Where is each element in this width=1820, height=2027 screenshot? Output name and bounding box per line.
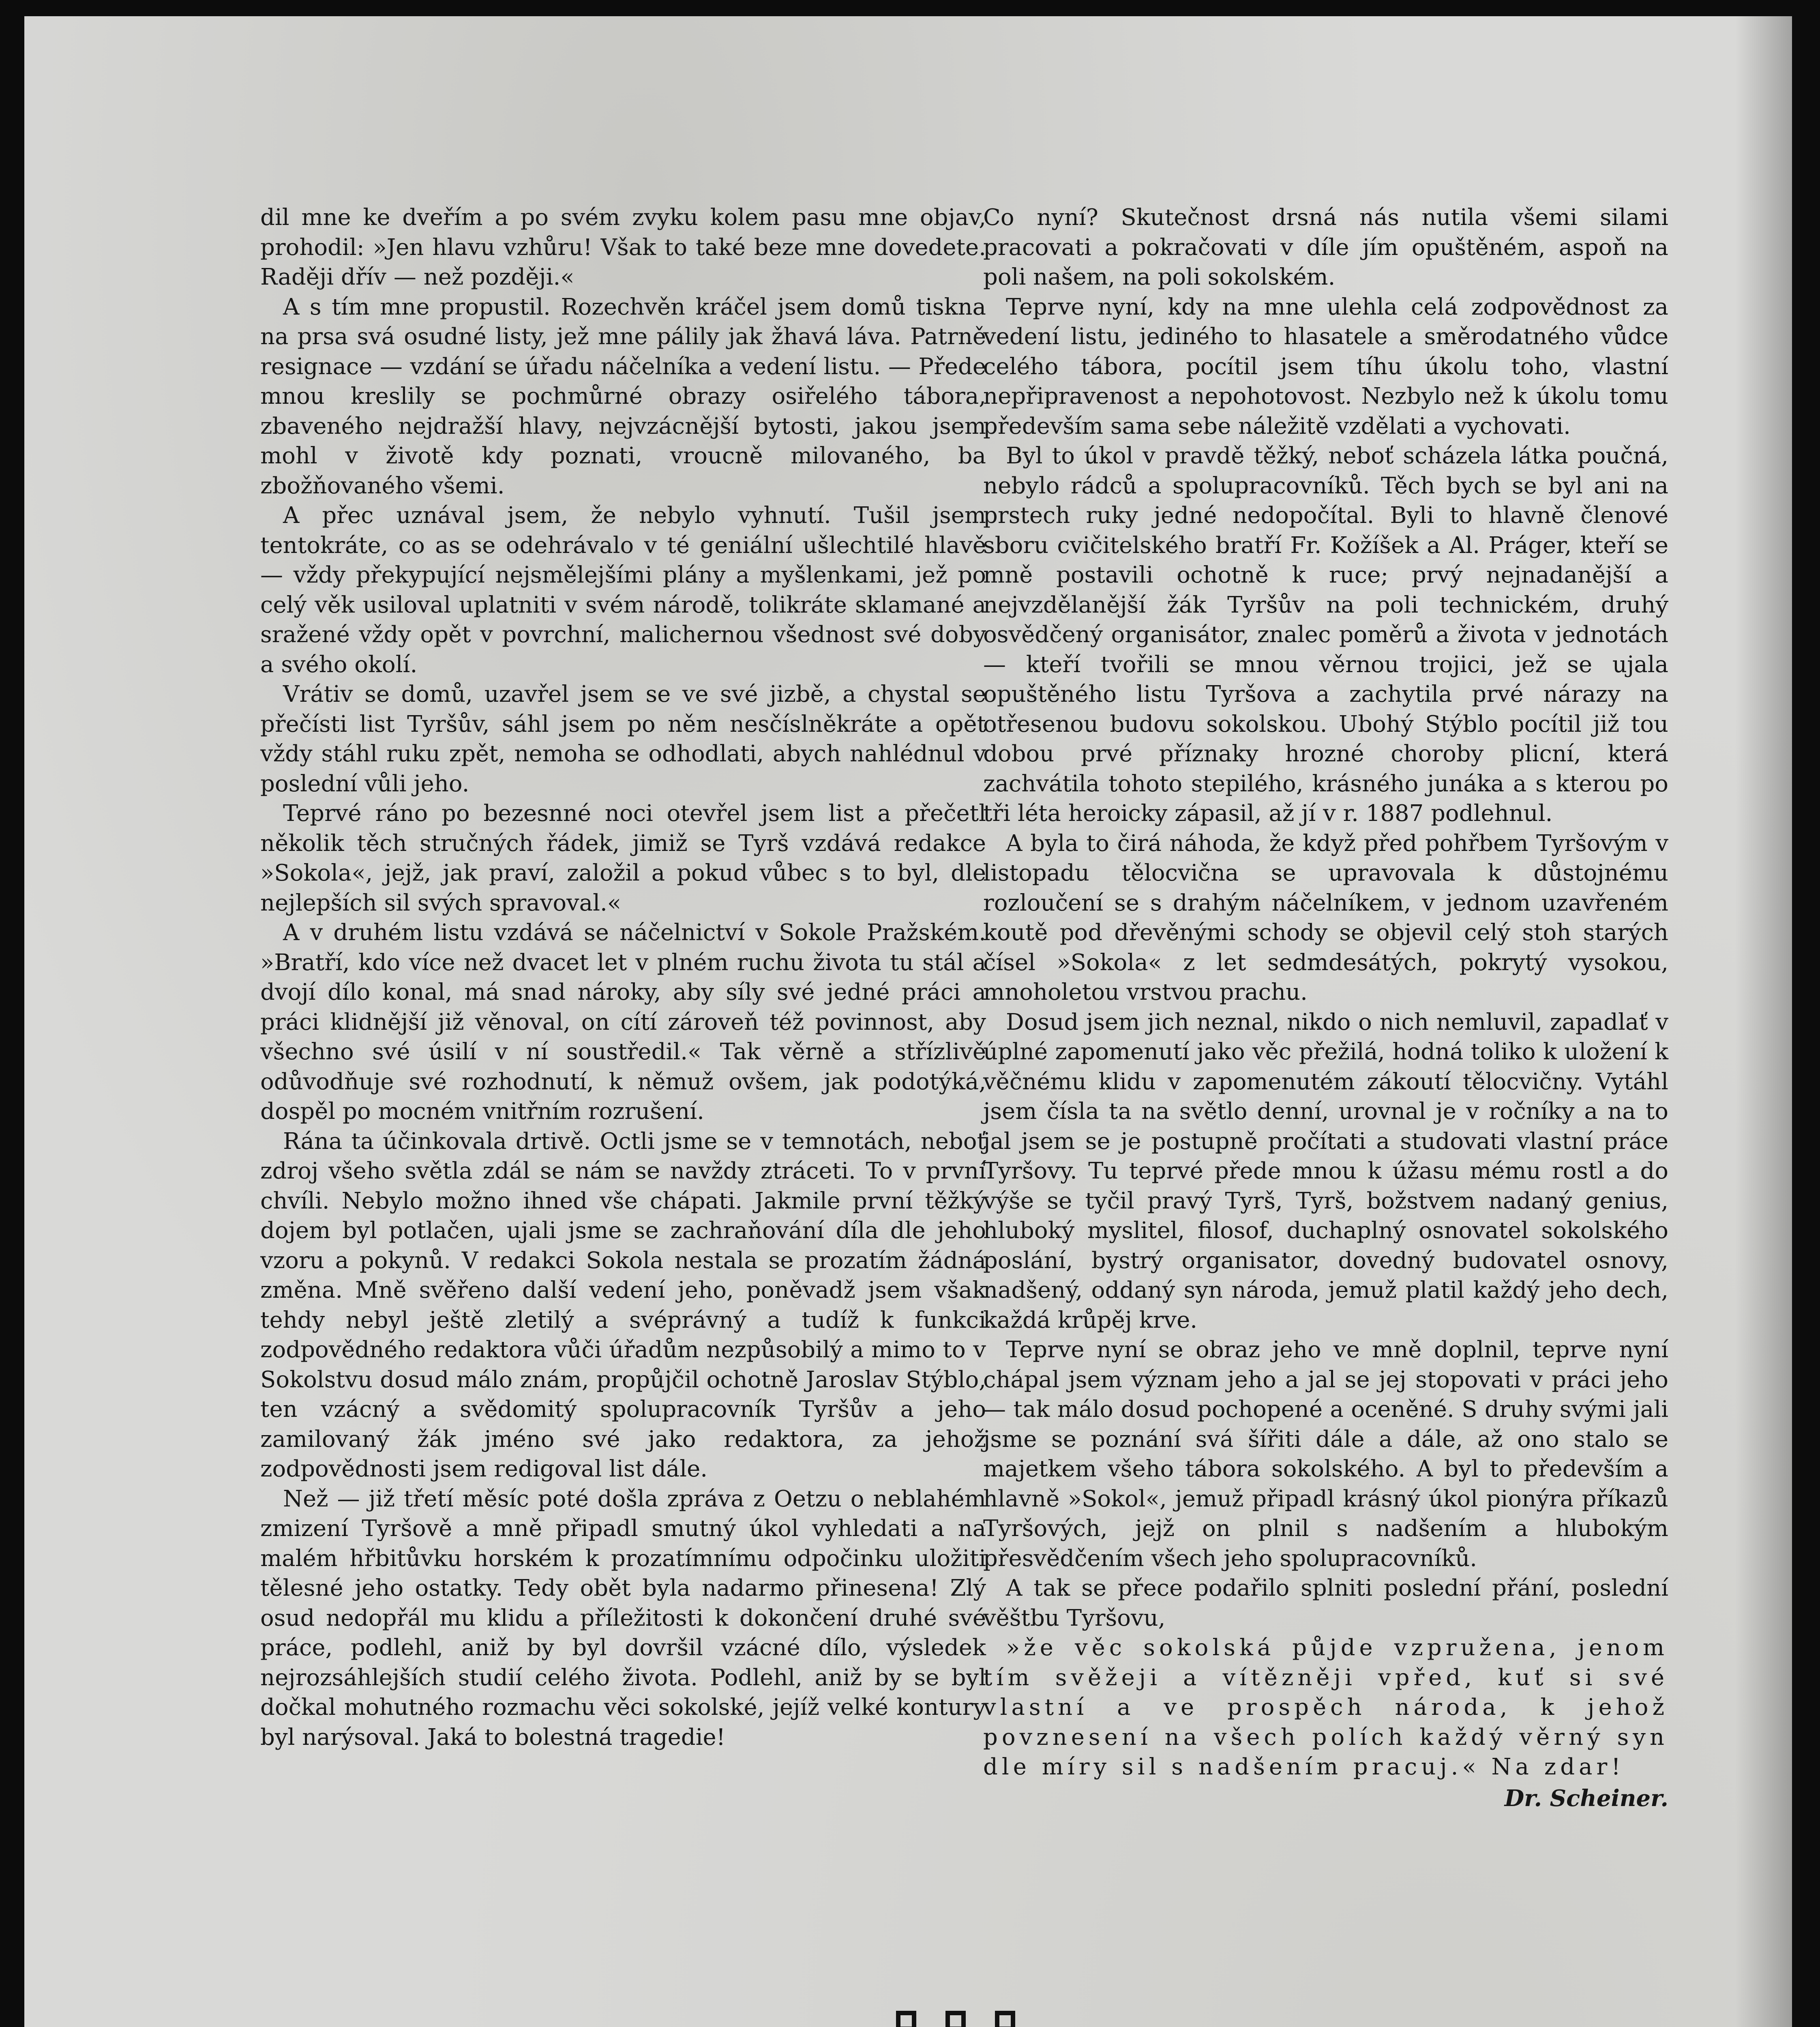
- paragraph: A přec uznával jsem, že nebylo vyhnutí. Tušil jsem tentokráte, co as se odehrávalo v té geniální ušlechtilé hlavě — vždy překypující nejsmělejšími plány a myšlenkami, jež po celý věk usiloval uplatniti v svém národě, tolikráte sklamané a sražené vždy opět v povrchní, malichernou všednost své doby a svého okolí.: [260, 502, 986, 678]
- author-signature: Dr. Scheiner.: [1504, 1785, 1668, 1812]
- scan-edge-shadow: [1735, 16, 1792, 2027]
- right-text-column: [983, 203, 1668, 1813]
- paragraph: Rána ta účinkovala drtivě. Octli jsme se v temnotách, neboť zdroj všeho světla zdál se nám se navždy ztráceti. To v první chvíli. Nebylo možno ihned vše chápati. Jakmile první těžký dojem byl potlačen, ujali jsme se zachraňování díla dle jeho vzoru a pokynů. V redakci Sokola nestala se prozatím žádná změna. Mně svěřeno další vedení jeho, poněvadž jsem však tehdy nebyl ještě zletilý a svéprávný a tudíž k funkci zodpovědného redaktora vůči úřadům nezpůsobilý a mimo to v Sokolstvu dosud málo znám, propůjčil ochotně Jaroslav Stýblo, ten vzácný a svědomitý spolupracovník Tyršův a jeho zamilovaný žák jméno své jako redaktora, za jehož zodpovědnosti jsem redigoval list dále.: [260, 1128, 986, 1482]
- ornament-square-icon: [995, 2011, 1015, 2027]
- paragraph: A v druhém listu vzdává se náčelnictví v Sokole Pražském. »Bratří, kdo více než dvacet let v plném ruchu života tu stál a dvojí dílo konal, má snad nároky, aby síly své jedné práci a práci klidnější již věnoval, on cítí zároveň též povinnost, aby všechno své úsilí v ní soustředil.« Tak věrně a střízlivě odůvodňuje své rozhodnutí, k němuž ovšem, jak podotýká, dospěl po mocném vnitřním rozrušení.: [260, 919, 986, 1125]
- section-ornament: [896, 2011, 1015, 2027]
- paragraph: A s tím mne propustil. Rozechvěn kráčel jsem domů tiskna na prsa svá osudné listy, jež mne pálily jak žhavá láva. Patrně resignace — vzdání se úřadu náčelníka a vedení listu. — Přede mnou kreslily se pochmůrné obrazy osiřelého tábora, zbaveného nejdražší hlavy, nejvzácnější bytosti, jakou jsem mohl v životě kdy poznati, vroucně milovaného, ba zbožňovaného všemi.: [260, 294, 986, 499]
- paragraph: Než — již třetí měsíc poté došla zpráva z Oetzu o neblahém zmizení Tyršově a mně připadl smutný úkol vyhledati a na malém hřbitůvku horském k prozatímnímu odpočinku uložiti tělesné jeho ostatky. Tedy obět byla nadarmo přinesena! Zlý osud nedopřál mu klidu a příležitosti k dokončení druhé své práce, podlehl, aniž by byl dovršil vzácné dílo, výsledek nejrozsáhlejších studií celého života. Podlehl, aniž by se byl dočkal mohutného rozmachu věci sokolské, jejíž velké kontury byl narýsoval. Jaká to bolestná tragedie!: [260, 1485, 986, 1751]
- paragraph: »že věc sokolská půjde vzpružena, jenom tím svěžeji a vítězněji vpřed, kuť si své vlastní a ve prospěch národa, k jehož povznesení na všech polích každý věrný syn dle míry sil s nadšením pracuj.« Na zdar!: [983, 1635, 1668, 1780]
- ornament-square-icon: [896, 2011, 916, 2027]
- paragraph: dil mne ke dveřím a po svém zvyku kolem pasu mne objav, prohodil: »Jen hlavu vzhůru! Však to také beze mne dovedete. Raději dřív — než později.«: [260, 204, 986, 290]
- paragraph: Byl to úkol v pravdě těžký, neboť scházela látka poučná, nebylo rádců a spolupracovníků. Těch bych se byl ani na prstech ruky jedné nedopočítal. Byli to hlavně členové sboru cvičitelského bratří Fr. Kožíšek a Al. Práger, kteří se mně postavili ochotně k ruce; prvý nejnadanější a nejvzdělanější žák Tyršův na poli technickém, druhý osvědčený organisátor, znalec poměrů a života v jednotách — kteří tvořili se mnou věrnou trojici, jež se ujala opuštěného listu Tyršova a zachytila prvé nárazy na otřesenou budovu sokolskou. Ubohý Stýblo pocítil již tou dobou prvé příznaky hrozné choroby plicní, která zachvátila tohoto stepilého, krásného junáka a s kterou po tři léta heroicky zápasil, až jí v r. 1887 podlehnul.: [983, 443, 1668, 827]
- paragraph: Co nyní? Skutečnost drsná nás nutila všemi silami pracovati a pokračovati v díle jím opuštěném, aspoň na poli našem, na poli sokolském.: [983, 204, 1668, 290]
- paragraph: Teprve nyní, kdy na mne ulehla celá zodpovědnost za vedení listu, jediného to hlasatele a směrodatného vůdce celého tábora, pocítil jsem tíhu úkolu toho, vlastní nepřipravenost a nepohotovost. Nezbylo než k úkolu tomu především sama sebe náležitě vzdělati a vychovati.: [983, 294, 1668, 439]
- paragraph: A byla to čirá náhoda, že když před pohřbem Tyršovým v listopadu tělocvična se upravovala k důstojnému rozloučení se s drahým náčelníkem, v jednom uzavřeném koutě pod dřevěnými schody se objevil celý stoh starých čísel »Sokola« z let sedmdesátých, pokrytý vysokou, mnoholetou vrstvou prachu.: [983, 830, 1668, 1005]
- paragraph: Dosud jsem jich neznal, nikdo o nich nemluvil, zapadlať v úplné zapomenutí jako věc přežilá, hodná toliko k uložení k věčnému klidu v zapomenutém zákoutí tělocvičny. Vytáhl jsem čísla ta na světlo denní, urovnal je v ročníky a na to jal jsem se je postupně pročítati a studovati vlastní práce Tyršovy. Tu teprvé přede mnou k úžasu mému rostl a do výše se tyčil pravý Tyrš, Tyrš, božstvem nadaný genius, hluboký myslitel, filosof, duchaplný osnovatel sokolského poslání, bystrý organisator, dovedný budovatel osnovy, nadšený, oddaný syn národa, jemuž platil každý jeho dech, každá krůpěj krve.: [983, 1009, 1668, 1333]
- paragraph: Teprve nyní se obraz jeho ve mně doplnil, teprve nyní chápal jsem význam jeho a jal se jej stopovati v práci jeho — tak málo dosud pochopené a oceněné. S druhy svými jali jsme se poznání svá šířiti dále a dále, až ono stalo se majetkem všeho tábora sokolského. A byl to především a hlavně »Sokol«, jemuž připadl krásný úkol pionýra příkazů Tyršových, jejž on plnil s nadšením a hlubokým přesvědčením všech jeho spolupracovníků.: [983, 1337, 1668, 1572]
- ornament-square-icon: [945, 2011, 966, 2027]
- paragraph: Teprvé ráno po bezesnné noci otevřel jsem list a přečetl několik těch stručných řádek, jimiž se Tyrš vzdává redakce »Sokola«, jejž, jak praví, založil a pokud vůbec s to byl, dle nejlepších sil svých spravoval.«: [260, 800, 986, 916]
- paragraph: A tak se přece podařilo splniti poslední přání, poslední věštbu Tyršovu,: [983, 1575, 1668, 1631]
- left-text-column: [260, 203, 986, 1752]
- document-page: [24, 16, 1792, 2027]
- paragraph: Vrátiv se domů, uzavřel jsem se ve své jizbě, a chystal se přečísti list Tyršův, sáhl jsem po něm nesčíslněkráte a opět vždy stáhl ruku zpět, nemoha se odhodlati, abych nahlédnul v poslední vůli jeho.: [260, 681, 986, 797]
